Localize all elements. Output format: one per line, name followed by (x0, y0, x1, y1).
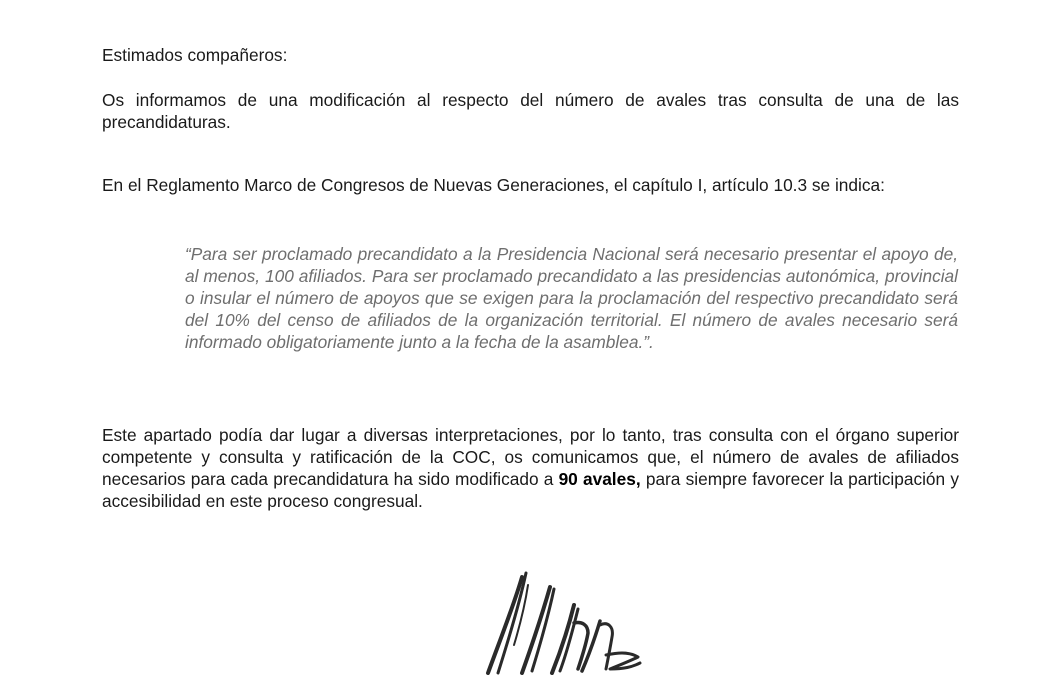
regulation-quote: “Para ser proclamado precandidato a la Presidencia Nacional será necesario presentar el apoyo de, al menos, 100 afiliados. Para ser proclamado precandidato a las presidencias autonómica, provincial o insular el número de apoyos que se exigen para la proclamación del respectivo precandidato será del 10% del censo de afiliados de la organización territorial. El número de avales necesario será informado obligatoriamente junto a la fecha de la asamblea.”. (185, 244, 958, 352)
greeting: Estimados compañeros: (102, 45, 288, 65)
avales-count-highlight: 90 avales, (558, 469, 641, 489)
handwritten-signature (470, 565, 660, 675)
regulation-intro-paragraph: En el Reglamento Marco de Congresos de Nuevas Generaciones, el capítulo I, artículo 10.3 se indica: (102, 175, 885, 195)
intro-paragraph: Os informamos de una modificación al respecto del número de avales tras consulta de una de las precandidaturas. (102, 90, 959, 132)
closing-text-after: para siempre favorecer la participación y accesibilidad en este proceso congresual. (102, 469, 959, 511)
closing-paragraph (102, 424, 959, 512)
closing-text-before: Este apartado podía dar lugar a diversas interpretaciones, por lo tanto, tras consulta con el órgano superior competente y consulta y ratificación de la COC, os comunicamos que, el número de avales de afiliados necesarios para cada precandidatura ha sido modificado a (102, 425, 959, 489)
